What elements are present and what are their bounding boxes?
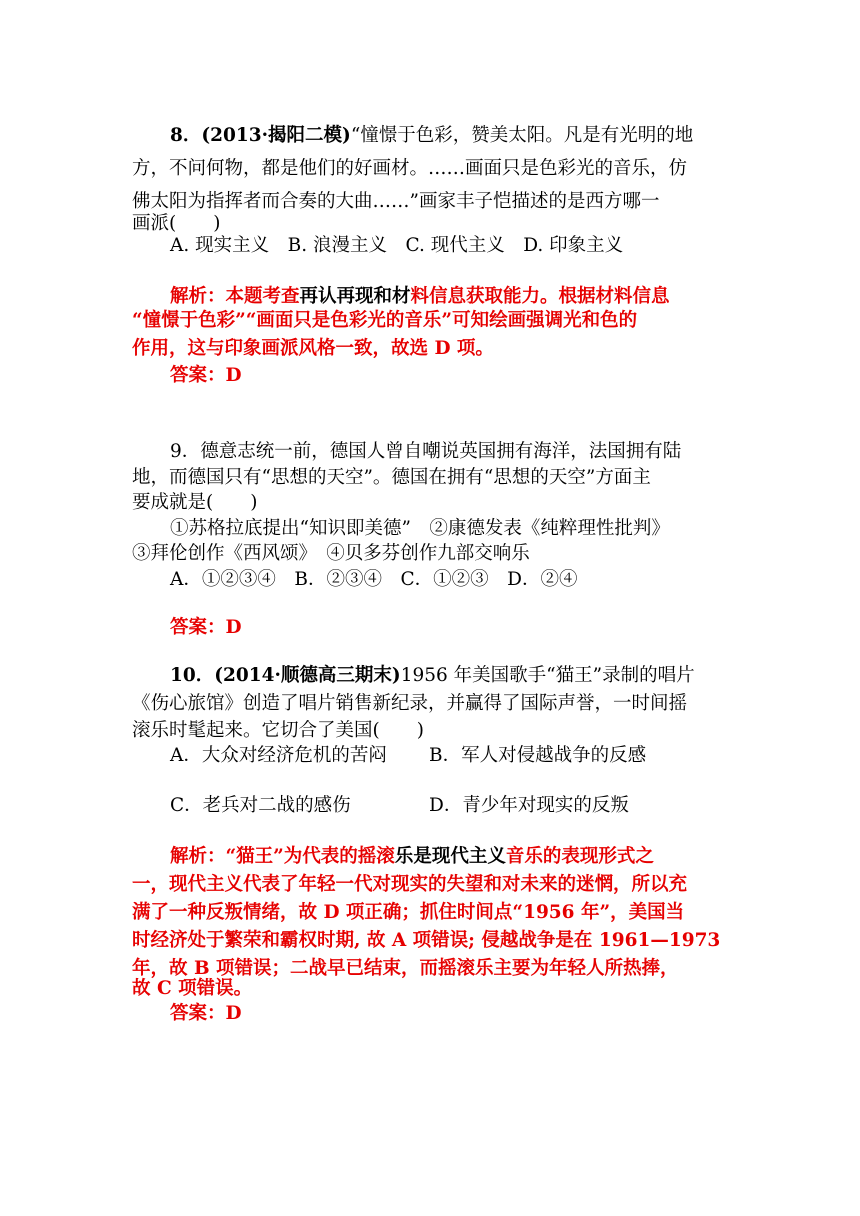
q10-analysis-text-a: “猫王”为代表的摇滚 bbox=[225, 846, 395, 867]
q10-stem-text: 1956 年美国歌手“猫王”录制的唱片 bbox=[400, 665, 695, 686]
q8-stem-text: “憧憬于色彩，赞美太阳。凡是有光明的地 bbox=[350, 125, 694, 146]
q8-stem-line-1 bbox=[170, 122, 693, 150]
q10-analysis-line-2: 一，现代主义代表了年轻一代对现实的失望和对未来的迷惘，所以充 bbox=[132, 874, 688, 895]
q8-analysis-text-c: 料信息获取能力。根据材料信息 bbox=[410, 286, 670, 307]
q8-stem-line-2: 方，不问何物，都是他们的好画材。……画面只是色彩光的音乐，仿 bbox=[132, 158, 688, 179]
q9-stem-line-3: 要成就是( ) bbox=[132, 492, 258, 513]
q9-items-line-1: ①苏格拉底提出“知识即美德” ②康德发表《纯粹理性批判》 bbox=[170, 518, 670, 539]
q8-stem-line-4: 画派( ) bbox=[132, 213, 221, 234]
q10-option-a: A．大众对经济危机的苦闷 bbox=[170, 745, 387, 766]
q8-analysis-line-2: “憧憬于色彩”“画面只是色彩光的音乐”可知绘画强调光和色的 bbox=[132, 310, 638, 331]
q10-option-c: C．老兵对二战的感伤 bbox=[170, 795, 351, 816]
q10-source: (2014·顺德高三期末) bbox=[214, 665, 401, 686]
q8-analysis-text-b: 再认再现和材 bbox=[299, 286, 411, 307]
q8-analysis-label: 解析： bbox=[170, 286, 226, 307]
q10-analysis-line-3: 满了一种反叛情绪，故 D 项正确；抓住时间点“1956 年”，美国当 bbox=[132, 902, 685, 923]
q9-answer: 答案：D bbox=[170, 617, 242, 638]
q10-option-d: D．青少年对现实的反叛 bbox=[429, 795, 629, 816]
q10-analysis-text-b: 乐是现代主义 bbox=[394, 846, 506, 867]
q9-stem-line-2: 地，而德国只有“思想的天空”。德国在拥有“思想的天空”方面主 bbox=[132, 467, 651, 488]
q10-analysis-line-4: 时经济处于繁荣和霸权时期, 故 A 项错误; 侵越战争是在 1961—1973 bbox=[132, 930, 721, 951]
q8-options: A. 现实主义 B. 浪漫主义 C. 现代主义 D. 印象主义 bbox=[170, 235, 624, 256]
q8-analysis-text-a: 本题考查 bbox=[225, 286, 300, 307]
q10-analysis-text-c: 音乐的表现形式之 bbox=[505, 846, 654, 867]
q9-items-line-2: ③拜伦创作《西风颂》 ④贝多芬创作九部交响乐 bbox=[132, 543, 530, 564]
q8-stem-line-3: 佛太阳为指挥者而合奏的大曲……”画家丰子恺描述的是西方哪一 bbox=[132, 191, 660, 212]
q10-stem-line-2: 《伤心旅馆》创造了唱片销售新纪录，并赢得了国际声誉，一时间摇 bbox=[132, 693, 688, 714]
q10-analysis-line-1 bbox=[170, 843, 654, 871]
q9-stem-text: 德意志统一前，德国人曾自嘲说英国拥有海洋，法国拥有陆 bbox=[200, 441, 682, 462]
q10-stem-line-1 bbox=[170, 662, 695, 690]
q8-answer: 答案：D bbox=[170, 365, 242, 386]
q8-source: (2013·揭阳二模) bbox=[201, 125, 351, 146]
q10-stem-line-3: 滚乐时髦起来。它切合了美国( ) bbox=[132, 720, 424, 741]
q9-options: A．①②③④ B．②③④ C．①②③ D．②④ bbox=[170, 569, 578, 590]
q8-number: 8． bbox=[170, 125, 202, 146]
q10-analysis-label: 解析： bbox=[170, 846, 226, 867]
q10-answer: 答案：D bbox=[170, 1003, 242, 1024]
q9-number: 9． bbox=[170, 441, 201, 462]
q10-analysis-line-5: 年，故 B 项错误；二战早已结束，而摇滚乐主要为年轻人所热捧， bbox=[132, 958, 679, 979]
q9-stem-line-1 bbox=[170, 438, 681, 466]
q10-option-b: B．军人对侵越战争的反感 bbox=[429, 745, 647, 766]
q10-analysis-line-6: 故 C 项错误。 bbox=[132, 978, 253, 999]
q10-number: 10． bbox=[170, 665, 215, 686]
q8-analysis-line-3: 作用，这与印象画派风格一致，故选 D 项。 bbox=[132, 338, 494, 359]
